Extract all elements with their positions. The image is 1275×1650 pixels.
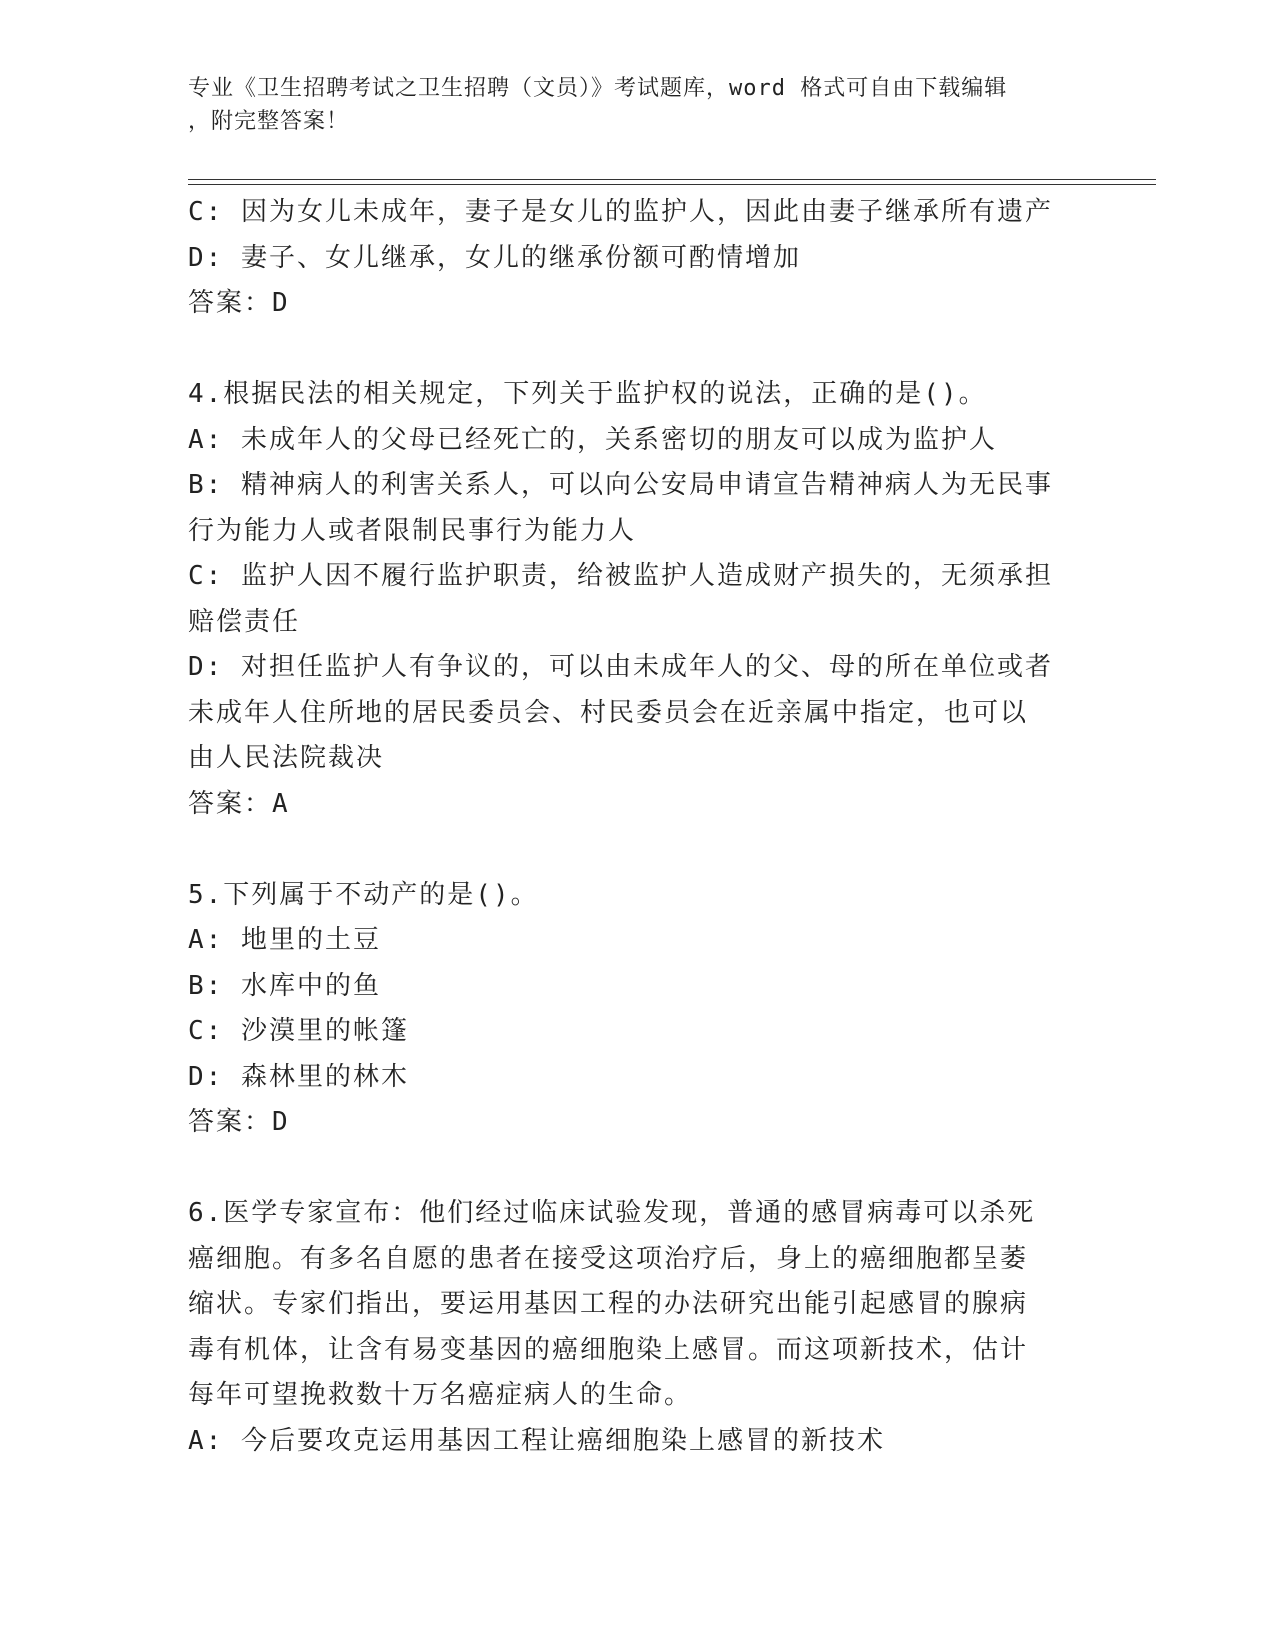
previous-answer: 答案：D <box>188 288 290 318</box>
spacer <box>188 1146 1088 1192</box>
option-b: B: 水库中的鱼 <box>188 970 381 1001</box>
option-d-continued: 由人民法院裁决 <box>188 743 385 773</box>
option-c: C: 监护人因不履行监护职责，给被监护人造成财产损失的，无须承担 <box>188 561 1053 591</box>
option-d-continued: 未成年人住所地的居民委员会、村民委员会在近亲属中指定，也可以 <box>188 697 1029 728</box>
question-5 <box>188 873 1088 1146</box>
question-answer: 答案：D <box>188 1107 290 1137</box>
option-c-continued: 赔偿责任 <box>188 606 301 637</box>
question-stem-line: 每年可望挽救数十万名癌症病人的生命。 <box>188 1380 693 1410</box>
previous-option-c: C: 因为女儿未成年，妻子是女儿的监护人，因此由妻子继承所有遗产 <box>188 197 1053 227</box>
question-4 <box>188 372 1088 827</box>
question-stem-line: 6.医学专家宣布：他们经过临床试验发现，普通的感冒病毒可以杀死 <box>188 1198 1036 1228</box>
option-a: A: 未成年人的父母已经死亡的，关系密切的朋友可以成为监护人 <box>188 424 997 455</box>
option-a: A: 今后要攻克运用基因工程让癌细胞染上感冒的新技术 <box>188 1425 885 1456</box>
header-divider-top <box>188 179 1156 180</box>
spacer <box>188 827 1088 873</box>
document-header <box>188 72 1068 138</box>
header-divider-bottom <box>188 184 1156 185</box>
option-b: B: 精神病人的利害关系人，可以向公安局申请宣告精神病人为无民事 <box>188 470 1053 500</box>
question-answer: 答案：A <box>188 788 290 819</box>
question-stem-line: 5.下列属于不动产的是()。 <box>188 879 539 910</box>
question-stem-line: 癌细胞。有多名自愿的患者在接受这项治疗后，身上的癌细胞都呈萎 <box>188 1243 1029 1274</box>
question-stem-line: 毒有机体，让含有易变基因的癌细胞染上感冒。而这项新技术，估计 <box>188 1334 1029 1365</box>
previous-option-d: D: 妻子、女儿继承，女儿的继承份额可酌情增加 <box>188 242 801 273</box>
header-line-1: 专业《卫生招聘考试之卫生招聘（文员）》考试题库，word 格式可自由下载编辑 <box>188 76 1008 101</box>
question-stem-line: 缩状。专家们指出，要运用基因工程的办法研究出能引起感冒的腺病 <box>188 1289 1029 1319</box>
option-a: A: 地里的土豆 <box>188 925 381 955</box>
header-line-2: ，附完整答案！ <box>188 109 350 134</box>
option-d: D: 森林里的林木 <box>188 1061 409 1092</box>
question-stem-line: 4.根据民法的相关规定，下列关于监护权的说法，正确的是()。 <box>188 379 987 409</box>
option-c: C: 沙漠里的帐篷 <box>188 1016 409 1046</box>
document-body <box>188 190 1088 1464</box>
option-b-continued: 行为能力人或者限制民事行为能力人 <box>188 515 637 546</box>
question-6 <box>188 1191 1088 1464</box>
spacer <box>188 327 1088 373</box>
option-d: D: 对担任监护人有争议的，可以由未成年人的父、母的所在单位或者 <box>188 652 1053 682</box>
